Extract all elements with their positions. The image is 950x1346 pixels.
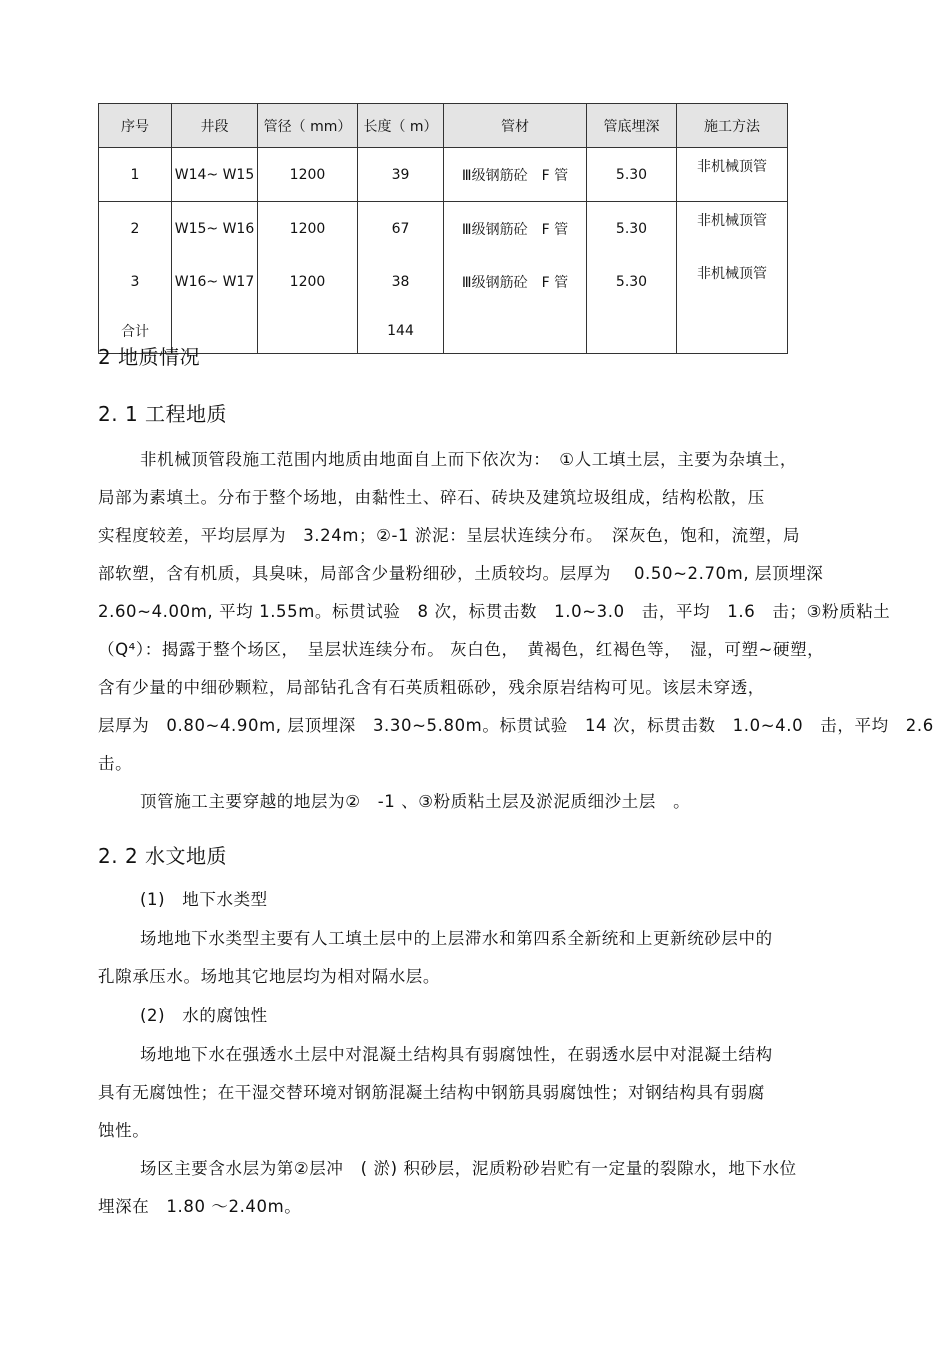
subsection-heading: 2. 1 工程地质 bbox=[98, 402, 228, 426]
cell-index: 3 bbox=[99, 255, 172, 308]
header-method: 施工方法 bbox=[677, 104, 788, 148]
crossing-strata-paragraph bbox=[98, 783, 858, 821]
corrosivity-paragraph bbox=[98, 1036, 858, 1150]
header-diameter: 管径（ mm） bbox=[258, 104, 358, 148]
cell-material: Ⅲ级钢筋砼 F 管 bbox=[444, 255, 587, 308]
paragraph-line: 埋深在 1.80 ～2.40m。 bbox=[98, 1197, 302, 1216]
header-well-section: 井段 bbox=[172, 104, 258, 148]
paragraph-line: 含有少量的中细砂颗粒，局部钻孔含有石英质粗砾砂，残余原岩结构可见。该层未穿透， bbox=[98, 678, 765, 697]
paragraph-line: 非机械顶管段施工范围内地质由地面自上而下依次为： ①人工填土层，主要为杂填土， bbox=[140, 450, 797, 469]
paragraph-line: 层厚为 0.80~4.90m, 层顶埋深 3.30~5.80m。标贯试验 14 次，标贯击数 1.0~4.0 击，平均 2.6 bbox=[98, 716, 934, 735]
paragraph-line: 顶管施工主要穿越的地层为② -1 、③粉质粘土层及淤泥质细沙土层 。 bbox=[140, 792, 691, 811]
paragraph-line: 孔隙承压水。场地其它地层均为相对隔水层。 bbox=[98, 967, 440, 986]
table-row bbox=[99, 148, 788, 202]
corrosivity-heading bbox=[98, 997, 858, 1035]
paragraph-line: 实程度较差，平均层厚为 3.24m；②-1 淤泥：呈层状连续分布。 深灰色，饱和，流塑，局 bbox=[98, 526, 801, 545]
cell-method: 非机械顶管 bbox=[677, 148, 788, 202]
cell-empty bbox=[444, 308, 587, 354]
header-index: 序号 bbox=[99, 104, 172, 148]
cell-diameter: 1200 bbox=[258, 202, 358, 256]
cell-length: 39 bbox=[358, 148, 444, 202]
cell-method: 非机械顶管 bbox=[677, 255, 788, 308]
paragraph-line: （Q⁴）：揭露于整个场区， 呈层状连续分布。 灰白色， 黄褐色，红褐色等， 湿，可塑~硬塑， bbox=[98, 640, 825, 659]
cell-total-label: 合计 bbox=[99, 308, 172, 354]
cell-total-length: 144 bbox=[358, 308, 444, 354]
groundwater-type-paragraph bbox=[98, 920, 858, 996]
cell-empty bbox=[677, 308, 788, 354]
cell-length: 38 bbox=[358, 255, 444, 308]
header-depth: 管底埋深 bbox=[587, 104, 677, 148]
paragraph-line: 场地地下水类型主要有人工填土层中的上层滞水和第四系全新统和上更新统砂层中的 bbox=[140, 929, 773, 948]
engineering-geology-paragraph bbox=[98, 441, 934, 783]
paragraph-line: 场区主要含水层为第②层冲 ( 淤) 积砂层，泥质粉砂岩贮有一定量的裂隙水，地下水位 bbox=[140, 1159, 797, 1178]
paragraph-line: 击。 bbox=[98, 754, 133, 773]
paragraph-line: 2.60~4.00m, 平均 1.55m。标贯试验 8 次，标贯击数 1.0~3.0 击，平均 1.6 击；③粉质粘土 bbox=[98, 602, 891, 621]
paragraph-line: 场地地下水在强透水土层中对混凝土结构具有弱腐蚀性，在弱透水层中对混凝土结构 bbox=[140, 1045, 773, 1064]
subsection-heading: 2. 2 水文地质 bbox=[98, 844, 228, 868]
paragraph-line: 蚀性。 bbox=[98, 1121, 150, 1140]
pipe-section-table bbox=[98, 103, 788, 354]
cell-well-section: W15~ W16 bbox=[172, 202, 258, 256]
cell-diameter: 1200 bbox=[258, 255, 358, 308]
header-material: 管材 bbox=[444, 104, 587, 148]
groundwater-type-heading bbox=[98, 881, 858, 919]
cell-depth: 5.30 bbox=[587, 202, 677, 256]
cell-diameter: 1200 bbox=[258, 148, 358, 202]
aquifer-paragraph bbox=[98, 1150, 858, 1226]
cell-material: Ⅲ级钢筋砼 F 管 bbox=[444, 202, 587, 256]
section-heading: 2 地质情况 bbox=[98, 345, 201, 369]
cell-depth: 5.30 bbox=[587, 255, 677, 308]
cell-well-section: W16~ W17 bbox=[172, 255, 258, 308]
table-total-row bbox=[99, 308, 788, 354]
numbered-subheading: (1) 地下水类型 bbox=[140, 890, 268, 909]
cell-length: 67 bbox=[358, 202, 444, 256]
paragraph-line: 具有无腐蚀性；在干湿交替环境对钢筋混凝土结构中钢筋具弱腐蚀性；对钢结构具有弱腐 bbox=[98, 1083, 765, 1102]
header-length: 长度（ m） bbox=[358, 104, 444, 148]
cell-index: 1 bbox=[99, 148, 172, 202]
cell-method: 非机械顶管 bbox=[677, 202, 788, 256]
table-row bbox=[99, 255, 788, 308]
cell-empty bbox=[587, 308, 677, 354]
paragraph-line: 局部为素填土。分布于整个场地，由黏性土、碎石、砖块及建筑垃圾组成，结构松散，压 bbox=[98, 488, 765, 507]
table-row bbox=[99, 202, 788, 256]
table-header-row bbox=[99, 104, 788, 148]
cell-depth: 5.30 bbox=[587, 148, 677, 202]
cell-index: 2 bbox=[99, 202, 172, 256]
cell-material: Ⅲ级钢筋砼 F 管 bbox=[444, 148, 587, 202]
numbered-subheading: (2) 水的腐蚀性 bbox=[140, 1006, 268, 1025]
cell-well-section: W14~ W15 bbox=[172, 148, 258, 202]
paragraph-line: 部软塑，含有机质，具臭味，局部含少量粉细砂，土质较均。层厚为 0.50~2.70m, 层顶埋深 bbox=[98, 564, 824, 583]
cell-empty bbox=[258, 308, 358, 354]
